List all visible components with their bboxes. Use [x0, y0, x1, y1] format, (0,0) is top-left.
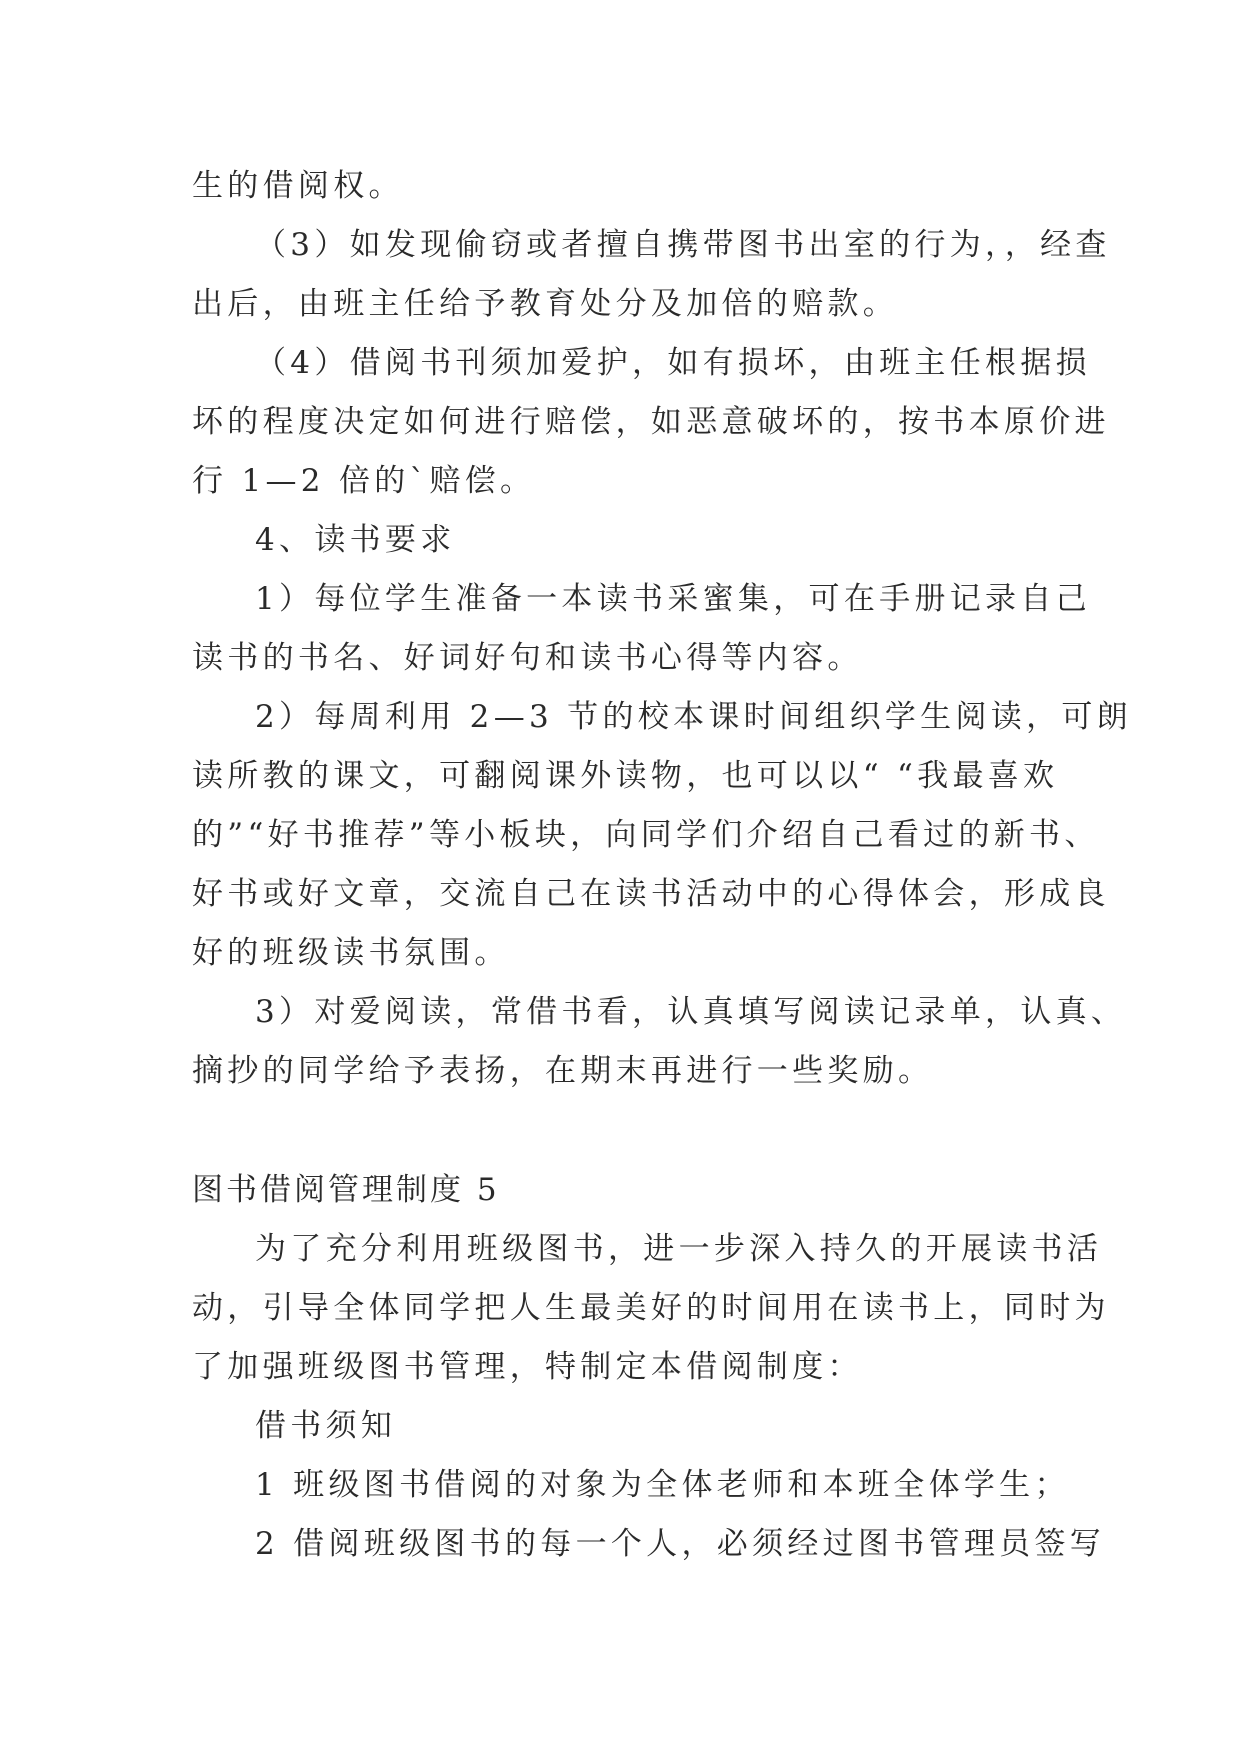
paragraph-line: 3）对爱阅读，常借书看，认真填写阅读记录单，认真、: [255, 994, 1127, 1030]
paragraph-line: 读所教的课文，可翻阅课外读物，也可以以“ “我最喜欢: [192, 758, 1059, 794]
paragraph-line: （4）借阅书刊须加爱护，如有损坏，由班主任根据损: [255, 345, 1091, 381]
paragraph-line: 的”“好书推荐”等小板块，向同学们介绍自己看过的新书、: [192, 817, 1100, 853]
paragraph-line: 行 1—2 倍的`赔偿。: [192, 463, 536, 499]
paragraph-line: 动，引导全体同学把人生最美好的时间用在读书上，同时为: [192, 1290, 1110, 1326]
paragraph-line: 生的借阅权。: [192, 168, 404, 204]
paragraph-line: 为了充分利用班级图书，进一步深入持久的开展读书活: [255, 1231, 1103, 1267]
paragraph-line: 好书或好文章，交流自己在读书活动中的心得体会，形成良: [192, 876, 1110, 912]
paragraph-line: 坏的程度决定如何进行赔偿，如恶意破坏的，按书本原价进: [192, 404, 1110, 440]
paragraph-line: 读书的书名、好词好句和读书心得等内容。: [192, 640, 863, 676]
subsection-title: 4、读书要求: [255, 522, 456, 558]
paragraph-line: 了加强班级图书管理，特制定本借阅制度：: [192, 1349, 863, 1385]
paragraph-line: 2 借阅班级图书的每一个人，必须经过图书管理员签写: [255, 1526, 1106, 1562]
paragraph-line: 出后，由班主任给予教育处分及加倍的赔款。: [192, 286, 898, 322]
paragraph-line: 1）每位学生准备一本读书采蜜集，可在手册记录自己: [255, 581, 1091, 617]
paragraph-line: （3）如发现偷窃或者擅自携带图书出室的行为，，经查: [255, 227, 1111, 263]
section-heading: 图书借阅管理制度 5: [192, 1172, 500, 1208]
paragraph-line: 好的班级读书氛围。: [192, 935, 510, 971]
paragraph-line: 摘抄的同学给予表扬，在期末再进行一些奖励。: [192, 1053, 934, 1089]
subsection-title: 借书须知: [255, 1408, 397, 1444]
paragraph-line: 1 班级图书借阅的对象为全体老师和本班全体学生；: [255, 1467, 1070, 1503]
document-body: [192, 157, 1132, 1574]
paragraph-line: 2）每周利用 2—3 节的校本课时间组织学生阅读，可朗: [255, 699, 1132, 735]
section-gap: [192, 1101, 1062, 1161]
